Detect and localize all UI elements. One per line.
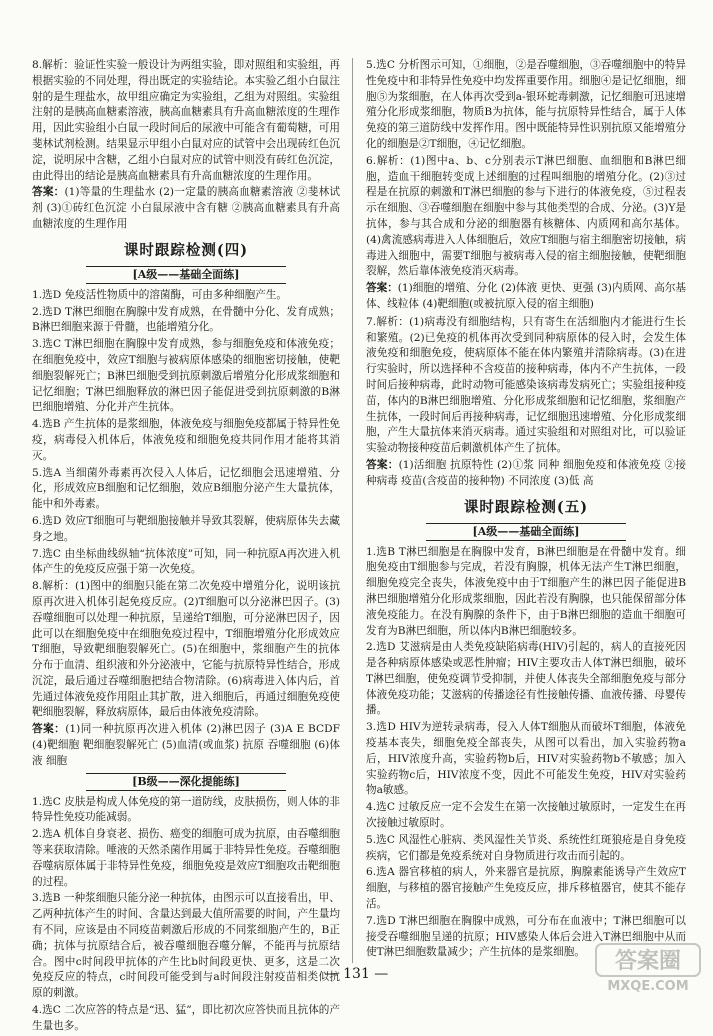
column-divider — [352, 58, 353, 963]
list-item: 2.选A 机体自身衰老、损伤、癌变的细胞可成为抗原，由吞噬细胞等来获取清除。唾液的天然杀菌作用属于非特异性免疫。吞噬细胞吞噬病原体属于非特异性免疫，细胞免疫是效应T细胞攻击靶细胞的过程。 — [32, 828, 340, 888]
list-item: 5.选A 当细菌外毒素再次侵入人体后，记忆细胞会迅速增殖、分化，形成效应B细胞和记忆细胞，效应B细胞分泌产生大量抗体，能中和外毒素。 — [32, 466, 340, 511]
list-item: 7.选D T淋巴细胞在胸腺中成熟，可分布在血液中；T淋巴细胞可以接受吞噬细胞呈递的抗原；HIV感染人体后会进入T淋巴细胞中从而使T淋巴细胞数量减少；产生抗体的是浆细胞。 — [366, 914, 686, 959]
section-title: 课时跟踪检测(四) — [123, 241, 249, 259]
answer-key: 答案：(1)活细胞 抗原特性 (2)①浆 同种 细胞免疫和体液免疫 ②接种病毒 疫苗(含疫苗的接种物) 不同浓度 (3)低 高 — [366, 458, 686, 487]
stamp-logo-icon — [592, 940, 704, 994]
watermark-title: 答案圈 — [614, 949, 682, 974]
level-heading: [A级——基础全面练] — [86, 266, 286, 284]
list-item: 2.选D 艾滋病是由人类免疫缺陷病毒(HIV)引起的，病人的直接死因是各种病原体感染或恶性肿瘤；HIV主要攻击人体T淋巴细胞，破坏T淋巴细胞，使免疫调节受抑制，并使人体丧失全部细胞免疫与部分体液免疫功能；艾滋病的传播途径有性接触传播、血液传播、母婴传播。 — [366, 641, 686, 717]
list-item: 5.选C 分析图示可知，①细胞，②是吞噬细胞，③吞噬细胞中的特异性免疫中和非特异性免疫中均发挥重要作用。细胞④是记忆细胞，细胞⑤为浆细胞，在人体再次受到a-银环蛇毒刺激，记忆细胞可迅速增殖分化形成浆细胞，物质B为抗体，能与抗原特异性结合，属于人体免疫的第三道防线中发挥作用。图中既能特异性识别抗原又能增殖分化的细胞是②T细胞，④记忆细胞。 — [366, 59, 686, 150]
page-number: — 131 — — [324, 966, 389, 982]
list-item: 1.选C 皮肤是构成人体免疫的第一道防线，皮肤损伤，则人体的非特异性免疫功能减弱。 — [32, 795, 340, 824]
answer-key: 答案：(1)细胞的增殖、分化 (2)体液 更快、更强 (3)内质网、高尔基体、线粒体 (4)靶细胞(或被抗原入侵的宿主细胞) — [366, 282, 687, 310]
list-item: 6.选D 效应T细胞可与靶细胞接触并导致其裂解，使病原体失去藏身之地。 — [32, 514, 340, 543]
answer-paragraph: 8.解析：验证性实验一般设计为两组实验，即对照组和实验组，再根据实验的不同处理，得出既定的实验结论。本实验乙组小白鼠注射的是生理盐水，故甲组应确定为实验组，乙组为对照组。实验组注射的是胰高血糖素溶液，胰高血糖素具有升高血糖浓度的生理作用，因此实验组小白鼠一段时间后的尿液中可能含有葡萄糖，可用斐林试剂检测。结果显示甲组小白鼠对应的试管中会出现砖红色沉淀，说明尿中含糖，乙组小白鼠对应的试管中则没有砖红色沉淀，由此得出的结论是胰高血糖素具有升高血糖浓度的生理作用。 — [32, 59, 340, 182]
level-heading: [B级——深化提能练] — [86, 773, 286, 791]
section-title: 课时跟踪检测(五) — [463, 498, 589, 516]
right-column — [366, 58, 686, 962]
list-item: 5.选C 风湿性心脏病、类风湿性关节炎、系统性红斑狼疮是自身免疫疾病，它们都是免疫系统对自身物质进行攻击而引起的。 — [366, 833, 686, 862]
list-item: 3.选D HIV为逆转录病毒，侵入人体T细胞从而破坏T细胞，体液免疫基本丧失，细胞免疫全部丧失，从图可以看出，加入实验药物a后，HIV浓度升高，实验药物b后，HIV对实验药物b不敏感；加入实验药物c后，HIV浓度不变，因此不可能发生免疫，HIV对实验药物a敏感。 — [366, 721, 686, 797]
left-column — [32, 58, 340, 1036]
list-item: 4.选C 二次应答的特点是“迅、猛”，即比初次应答快而且抗体的产生量也多。 — [32, 1004, 340, 1032]
level-heading: [A级——基础全面练] — [426, 523, 626, 541]
list-item: 7.选C 由坐标曲线纵轴“抗体浓度”可知，同一种抗原A再次进入机体产生的免疫反应强于第一次免疫。 — [32, 547, 340, 576]
list-item: 7.解析：(1)病毒没有细胞结构，只有寄生在活细胞内才能进行生长和繁殖。(2)已免疫的机体再次受到同种病原体的侵入时，会发生体液免疫和细胞免疫，使病原体不能在体内繁殖并清除病毒。(3)在进行实验时，所以选择种不含疫苗的接种病毒，体内不产生抗体，一段时间后接种病毒，此时动物可能感染该病毒发病死亡；实验组接种疫苗，体内的B淋巴细胞增殖、分化形成浆细胞和记忆细胞，浆细胞产生抗体，一段时间后再接种病毒，记忆细胞迅速增殖、分化形成浆细胞，产生大量抗体来消灭病毒。通过实验组和对照组对比，可以验证实验动物接种疫苗后刺激机体产生了抗体。 — [366, 315, 686, 455]
watermark-url: MXQE.COM — [607, 979, 689, 994]
list-item: 4.选B 产生抗体的是浆细胞，体液免疫与细胞免疫都属于特异性免疫，病毒侵入机体后，体液免疫和细胞免疫共同作用才能将其消灭。 — [32, 418, 340, 462]
list-item: 1.选D 免疫活性物质中的溶菌酶，可由多种细胞产生。 — [32, 288, 288, 301]
list-item: 8.解析：(1)图中的细胞只能在第二次免疫中增殖分化，说明该抗原再次进入机体引起免疫反应。(2)T细胞可以分泌淋巴因子。(3)吞噬细胞可以处理一种抗原，呈递给T细胞，可分泌淋巴因子，因此可以在细胞免疫中在细胞免疫过程中，T细胞增殖分化形成效应T细胞，导致靶细胞裂解死亡。(5)在细胞中，浆细胞产生的抗体分布于血清、组织液和外分泌液中，它能与抗原特异性结合，形成沉淀，最后通过吞噬细胞把结合物清除。(6)病毒进入体内后，首先通过体液免疫作用阻止其扩散，进入细胞后，再通过细胞免疫使靶细胞裂解，释放病原体，最后由体液免疫清除。 — [32, 580, 340, 719]
answer-key: 答案：(1)等量的生理盐水 (2)一定量的胰高血糖素溶液 ②斐林试剂 (3)①砖红色沉淀 小白鼠尿液中含有糖 ②胰高血糖素具有升高血糖浓度的生理作用 — [32, 186, 340, 230]
list-item: 3.选B 一种浆细胞只能分泌一种抗体，由图示可以直接看出，甲、乙两种抗体产生的时间、含量达到最大值所需要的时间，产生量均有不同，应该是由不同疫苗刺激后形成的不同浆细胞产生的，B正确；抗体与抗原结合后，被吞噬细胞吞噬分解，不能再与抗原结合。图中c时间段甲抗体的产生比b时间段更快、更多，这是二次免疫反应的特点，c时间段可能受到与a时间段注射疫苗相类似抗原的刺激。 — [32, 892, 340, 1000]
list-item: 6.解析：(1)图中a、b、c分别表示T淋巴细胞、血细胞和B淋巴细胞，造血干细胞转变成上述细胞的过程叫细胞的增殖分化。(2)③过程是在抗原的刺激和T淋巴细胞的参与下进行的体液免疫，⑤过程表示在细胞、③吞噬细胞在细胞中参与其他类型的合成、分泌。(3)Y是抗体，参与其合成和分泌的细胞器有核糖体、内质网和高尔基体。(4)禽流感病毒进入人体细胞后，效应T细胞与宿主细胞密切接触，病毒进入细胞中，需要T细胞与被病毒入侵的宿主细胞接触，使靶细胞裂解，然后靠体液免疫消灭病毒。 — [366, 154, 686, 278]
list-item: 4.选C 过敏反应一定不会发生在第一次接触过敏原时，一定发生在再次接触过敏原时。 — [366, 801, 686, 830]
list-item: 1.选B T淋巴细胞是在胸腺中发育，B淋巴细胞是在骨髓中发育。细胞免疫由T细胞参与完成，若没有胸腺，机体无法产生T淋巴细胞，细胞免疫完全丧失，体液免疫中由于T细胞产生的淋巴因子能促进B淋巴细胞增殖分化形成浆细胞，因此若没有胸腺，也只能保留部分体液免疫能力。在没有胸腺的条件下，由于B淋巴细胞的造血干细胞可发育为B淋巴细胞，所以体内B淋巴细胞较多。 — [366, 545, 686, 637]
list-item: 2.选D T淋巴细胞在胸腺中发育成熟，在骨髓中分化、发育成熟；B淋巴细胞来源于骨髓，也能增殖分化。 — [32, 305, 340, 334]
list-item: 3.选C T淋巴细胞在胸腺中发育成熟，参与细胞免疫和体液免疫；在细胞免疫中，效应T细胞与被病原体感染的细胞密切接触，使靶细胞裂解死亡；B淋巴细胞受到抗原刺激后增殖分化形成浆细胞和记忆细胞；T淋巴细胞释放的淋巴因子能促进受到抗原刺激的B淋巴细胞增殖、分化并产生抗体。 — [32, 338, 340, 414]
list-item: 6.选A 器官移植的病人，外来器官是抗原，胸腺素能诱导产生效应T细胞，与移植的器官接触产生免疫反应，排斥移植器官，使其不能存活。 — [366, 866, 686, 911]
answer-key: 答案：(1)同一种抗原再次进入机体 (2)淋巴因子 (3)A E BCDF (4)靶细胞 靶细胞裂解死亡 (5)血清(或血浆) 抗原 吞噬细胞 (6)体液 细胞 — [32, 723, 340, 767]
